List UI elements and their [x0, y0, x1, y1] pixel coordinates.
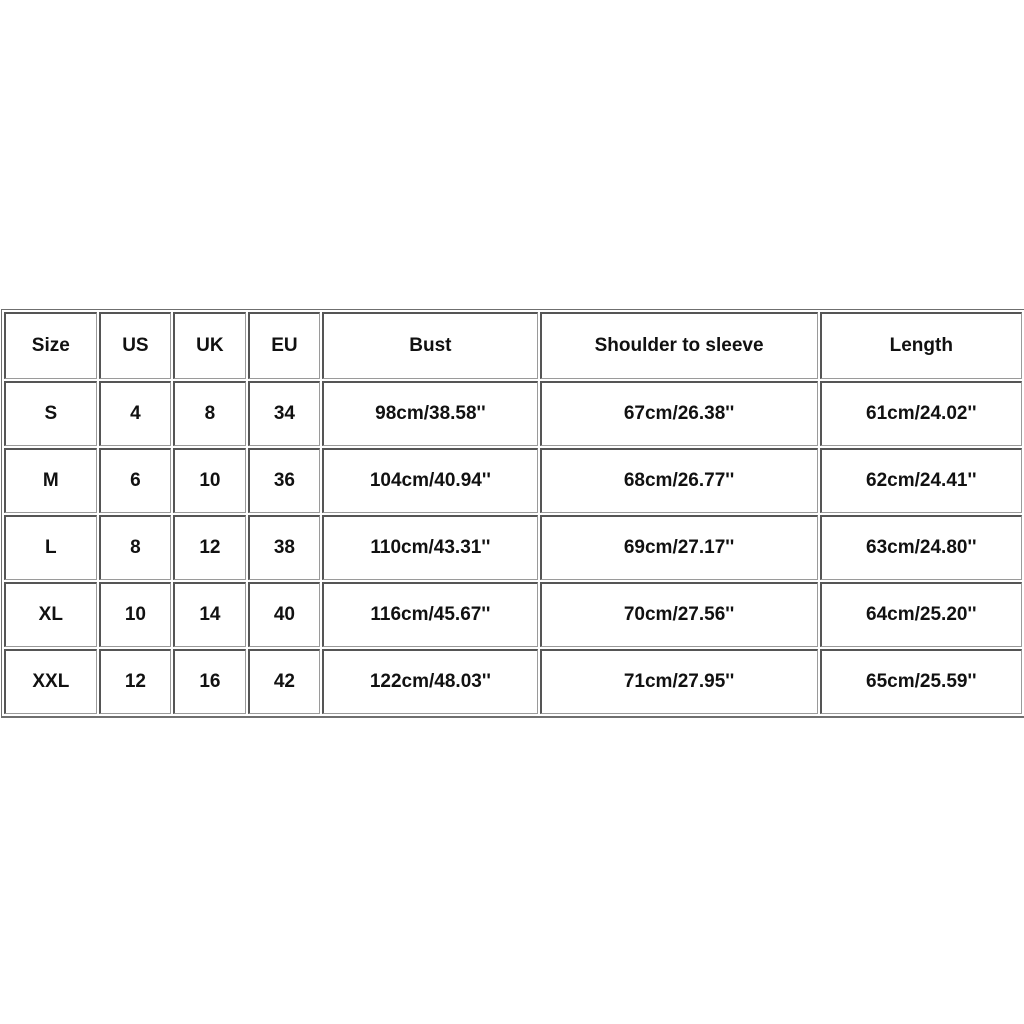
cell-uk: 12 [173, 515, 246, 580]
header-length: Length [820, 312, 1022, 379]
cell-size: M [4, 448, 97, 513]
cell-shoulder-to-sleeve: 70cm/27.56'' [540, 582, 818, 647]
cell-length: 65cm/25.59'' [820, 649, 1022, 714]
header-uk: UK [173, 312, 246, 379]
cell-eu: 42 [248, 649, 321, 714]
size-chart-table [1, 309, 1024, 718]
cell-shoulder-to-sleeve: 69cm/27.17'' [540, 515, 818, 580]
cell-eu: 36 [248, 448, 321, 513]
table-row [4, 582, 1022, 647]
cell-us: 10 [99, 582, 172, 647]
cell-bust: 104cm/40.94'' [322, 448, 537, 513]
cell-us: 12 [99, 649, 172, 714]
header-us: US [99, 312, 172, 379]
cell-bust: 98cm/38.58'' [322, 381, 537, 446]
cell-uk: 10 [173, 448, 246, 513]
cell-eu: 38 [248, 515, 321, 580]
table-row [4, 515, 1022, 580]
table-header-row [4, 312, 1022, 379]
header-size: Size [4, 312, 97, 379]
cell-uk: 14 [173, 582, 246, 647]
header-shoulder-to-sleeve: Shoulder to sleeve [540, 312, 818, 379]
cell-length: 64cm/25.20'' [820, 582, 1022, 647]
header-eu: EU [248, 312, 321, 379]
table-row [4, 448, 1022, 513]
cell-shoulder-to-sleeve: 68cm/26.77'' [540, 448, 818, 513]
cell-length: 62cm/24.41'' [820, 448, 1022, 513]
header-bust: Bust [322, 312, 537, 379]
cell-eu: 34 [248, 381, 321, 446]
cell-bust: 122cm/48.03'' [322, 649, 537, 714]
cell-size: S [4, 381, 97, 446]
cell-us: 6 [99, 448, 172, 513]
table-row [4, 649, 1022, 714]
cell-length: 63cm/24.80'' [820, 515, 1022, 580]
cell-length: 61cm/24.02'' [820, 381, 1022, 446]
cell-uk: 16 [173, 649, 246, 714]
cell-uk: 8 [173, 381, 246, 446]
cell-size: XXL [4, 649, 97, 714]
cell-us: 8 [99, 515, 172, 580]
cell-bust: 110cm/43.31'' [322, 515, 537, 580]
cell-eu: 40 [248, 582, 321, 647]
cell-shoulder-to-sleeve: 71cm/27.95'' [540, 649, 818, 714]
cell-bust: 116cm/45.67'' [322, 582, 537, 647]
table-row [4, 381, 1022, 446]
cell-us: 4 [99, 381, 172, 446]
cell-shoulder-to-sleeve: 67cm/26.38'' [540, 381, 818, 446]
cell-size: XL [4, 582, 97, 647]
cell-size: L [4, 515, 97, 580]
